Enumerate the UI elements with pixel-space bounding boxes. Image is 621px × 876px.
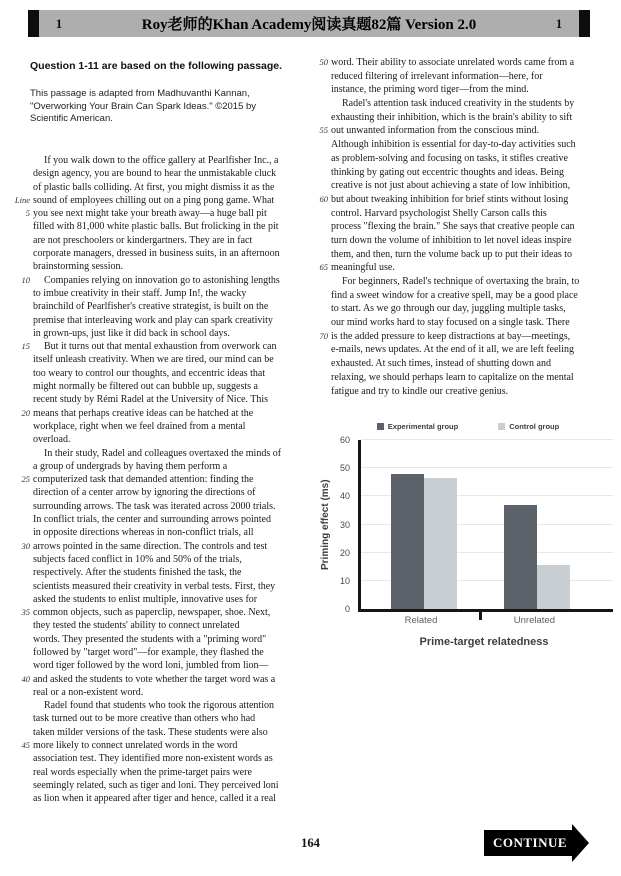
passage-line — [312, 302, 618, 316]
line-text: association test. They identified more non-existent words as — [33, 753, 273, 765]
passage-line — [312, 248, 618, 262]
line-text: are not preschoolers or kindergartners. They are in fact — [33, 234, 253, 246]
passage-line — [312, 289, 618, 303]
line-text: real words especially when the prime-target pairs were — [33, 766, 252, 778]
passage-line — [14, 154, 318, 167]
passage-line — [312, 97, 618, 111]
line-number — [14, 447, 30, 460]
line-text: a group of undergrads by having them perform a — [33, 460, 228, 472]
line-text: brainstorming session. — [33, 261, 123, 273]
y-tick-label: 30 — [339, 519, 350, 530]
line-text: corporate managers, dressed in business suits, in an afternoon — [33, 248, 280, 260]
line-text: too weary to control our thoughts, and eccentric ideas that — [33, 367, 266, 379]
line-text: process "flexing the brain." She says that creative people can — [331, 221, 575, 233]
passage-line — [14, 260, 318, 273]
passage-line — [312, 385, 618, 399]
line-number — [14, 486, 30, 499]
line-text: might normally be filtered out can bubble up, suggests a — [33, 381, 258, 393]
bar-control-unrelated — [537, 565, 570, 609]
line-number — [14, 353, 30, 366]
passage-line — [312, 220, 618, 234]
line-text: to start. As we go through our day, juggling multiple tasks, — [331, 303, 566, 315]
header-left-endcap — [28, 10, 39, 37]
passage-line — [14, 619, 318, 632]
line-number — [14, 646, 30, 659]
header-right-endcap — [579, 10, 590, 37]
y-tick-label: 60 — [339, 435, 350, 445]
passage-line — [14, 646, 318, 659]
x-tick-label: Related — [404, 615, 438, 626]
line-text: you see next might take your breath away—a huge ball pit — [33, 208, 267, 220]
line-number — [14, 380, 30, 393]
line-number — [14, 726, 30, 739]
line-number: 5 — [25, 208, 30, 219]
passage-line — [312, 152, 618, 166]
line-number — [14, 779, 30, 792]
passage-line — [14, 779, 318, 792]
passage-line — [14, 314, 318, 327]
passage-line — [14, 447, 318, 460]
passage-line — [312, 343, 618, 357]
chart-x-axis-title: Prime-target relatedness — [419, 636, 549, 648]
line-number — [312, 138, 328, 152]
passage-line — [312, 56, 618, 70]
line-text: fatigue and try to kindle our creative genius. — [331, 385, 509, 397]
passage-line — [312, 207, 618, 221]
line-text: In their study, Radel and colleagues overtaxed the minds of — [44, 447, 282, 459]
line-text: but about tweaking inhibition for brief stints without losing — [331, 193, 569, 205]
passage-line — [14, 420, 318, 433]
line-number — [312, 207, 328, 221]
passage-line — [14, 473, 318, 486]
passage-line — [312, 166, 618, 180]
footer-page-number: 164 — [301, 836, 320, 850]
line-number — [14, 287, 30, 300]
line-number — [14, 500, 30, 513]
passage-line — [312, 179, 618, 193]
line-text: followed by "target word"—for example, they flashed the — [33, 646, 264, 658]
passage-line — [14, 606, 318, 619]
line-text: in grown-ups, just like it did back in school days. — [33, 327, 230, 339]
y-tick-label: 10 — [339, 575, 350, 586]
chart-y-ticks — [326, 435, 354, 614]
line-text: words. They presented the students with a "priming word" — [33, 633, 267, 645]
line-text: recent study by Rémi Radel at the University of Nice. This — [33, 394, 269, 406]
line-number — [14, 260, 30, 273]
line-text: computerized task that demanded attention: finding the — [33, 474, 254, 486]
passage-line — [14, 500, 318, 513]
passage-line — [14, 340, 318, 353]
header-title: Roy老师的Khan Academy阅读真题82篇 Version 2.0 — [141, 17, 477, 33]
bar-experimental-related — [391, 474, 424, 609]
passage-line — [14, 513, 318, 526]
line-text: respectively. After the students finished the task, the — [33, 567, 242, 579]
line-number — [14, 659, 30, 672]
passage-line — [14, 752, 318, 765]
line-number — [312, 179, 328, 193]
line-number: 50 — [319, 57, 328, 67]
passage-line — [14, 766, 318, 779]
line-text: and asked the students to vote whether the target word was a — [33, 673, 276, 685]
passage-line — [14, 673, 318, 686]
passage-line — [312, 371, 618, 385]
line-text: Radel's attention task induced creativity in the students by — [342, 98, 575, 110]
line-number — [14, 553, 30, 566]
line-text: If you walk down to the office gallery at Pearlfisher Inc., a — [44, 155, 279, 166]
priming-effect-bar-chart — [320, 422, 616, 654]
line-text: instance, the priming word tiger—from the mind. — [331, 84, 529, 96]
line-text: itself unleash creativity. When we are tired, our mind can be — [33, 354, 274, 366]
passage-line — [312, 83, 618, 97]
line-text: turn down the volume of inhibition to let novel ideas inspire — [331, 234, 572, 246]
passage-attribution: This passage is adapted from Madhuvanthi Kannan, "Overworking Your Brain Can Spark Ideas." ©2015 by Scientific American. — [30, 88, 257, 124]
chart-y-axis-title: Priming effect (ms) — [320, 479, 331, 570]
bar-control-related — [424, 478, 457, 609]
line-number: 45 — [21, 740, 30, 751]
line-number — [14, 247, 30, 260]
y-tick-label: 20 — [339, 547, 350, 558]
passage-line — [14, 486, 318, 499]
passage-column-right — [312, 56, 618, 398]
line-text: find a sweet window for a creative spell, may be a good place — [331, 289, 578, 301]
line-number — [14, 792, 30, 805]
line-number — [14, 314, 30, 327]
passage-line — [14, 327, 318, 340]
line-number — [14, 181, 30, 194]
continue-arrow-icon — [572, 824, 589, 862]
passage-line — [312, 316, 618, 330]
line-text: taken milder versions of the task. These students were also — [33, 726, 268, 738]
header-left-page-number: 1 — [55, 15, 63, 31]
line-text: Companies relying on innovation go to astonishing lengths — [44, 274, 280, 286]
line-text: subjects faced conflict in 10% and 50% of the trials, — [33, 553, 242, 565]
passage-line — [312, 124, 618, 138]
line-number — [14, 300, 30, 313]
line-text: creative is not just about achieving a state of low inhibition, — [331, 180, 571, 192]
page-header — [28, 10, 590, 37]
passage-line — [312, 261, 618, 275]
line-number — [14, 686, 30, 699]
line-number — [14, 167, 30, 180]
line-text: brainchild of Pearlfisher's creative strategist, is built on the — [33, 301, 269, 313]
line-number — [312, 371, 328, 385]
line-text: means that perhaps creative ideas can be hatched at the — [33, 407, 254, 419]
line-text: But it turns out that mental exhaustion from overwork can — [44, 341, 277, 353]
line-text: arrows pointed in the same direction. The controls and test — [33, 540, 268, 552]
passage-line — [14, 433, 318, 446]
line-text: our mind works hard to stay focused on a single task. There — [331, 317, 570, 329]
line-text: as lion when it appeared after tiger and hence, called it a real — [33, 793, 276, 805]
passage-line — [14, 353, 318, 366]
x-tick-label: Unrelated — [513, 615, 555, 626]
line-text: seemingly related, such as tiger and loni. They perceived loni — [33, 779, 279, 791]
line-number — [312, 289, 328, 303]
line-text: task turned out to be more creative than others who had — [33, 713, 256, 725]
line-number — [312, 248, 328, 262]
line-number — [312, 220, 328, 234]
passage-line — [14, 220, 318, 233]
line-text: they tested the students' ability to connect unrelated — [33, 620, 240, 632]
passage-line — [14, 580, 318, 593]
line-number: 65 — [319, 262, 328, 273]
line-text: word. Their ability to associate unrelated words came from a — [331, 57, 575, 68]
line-text: reduced filtering of irrelevant information—here, for — [331, 70, 543, 82]
line-text: out unwanted information from the conscious mind. — [331, 125, 540, 137]
line-text: Although inhibition is essential for day-to-day activities such — [331, 139, 576, 151]
line-number: 15 — [21, 341, 30, 352]
line-text: In conflict trials, the center and surrounding arrows pointed — [33, 514, 271, 526]
passage-line — [14, 300, 318, 313]
line-number — [312, 357, 328, 371]
legend-label: Experimental group — [387, 422, 459, 431]
line-number — [312, 97, 328, 111]
passage-line — [14, 287, 318, 300]
passage-line — [14, 167, 318, 180]
line-number — [14, 619, 30, 632]
passage-line — [14, 739, 318, 752]
line-text: asked the students to enlist multiple, innovative uses for — [33, 593, 258, 605]
line-number — [14, 752, 30, 765]
line-text: exhausting their inhibition, which is the brain's ability to sift — [331, 111, 573, 123]
line-text: scientists measured their creativity in verbal tests. First, they — [33, 580, 276, 592]
line-number: 30 — [21, 540, 30, 551]
line-number — [312, 166, 328, 180]
passage-line — [312, 111, 618, 125]
passage-line — [312, 234, 618, 248]
passage-line — [14, 540, 318, 553]
line-number — [14, 393, 30, 406]
y-tick-label: 50 — [339, 463, 350, 474]
line-number — [312, 275, 328, 289]
passage-line — [14, 659, 318, 672]
passage-line — [14, 247, 318, 260]
line-number — [312, 70, 328, 84]
line-number — [14, 154, 30, 167]
y-tick-label: 0 — [344, 604, 350, 614]
passage-line — [312, 330, 618, 344]
continue-button-label: CONTINUE — [484, 830, 572, 856]
line-number — [14, 327, 30, 340]
line-number — [14, 699, 30, 712]
passage-line — [312, 138, 618, 152]
chart-plot-area — [358, 440, 613, 612]
line-text: meaningful use. — [331, 262, 395, 274]
bar-experimental-unrelated — [504, 505, 537, 609]
line-text: filled with 81,000 white plastic balls. But frolicking in the pit — [33, 221, 279, 233]
passage-line — [14, 393, 318, 406]
line-number — [14, 220, 30, 233]
line-text: design agency, you are bound to hear the unmistakable cluck — [33, 168, 277, 180]
question-range-heading: Question 1-11 are based on the following passage. — [30, 60, 283, 72]
line-number — [312, 385, 328, 399]
line-text: them, and then, turn the volume back up to put their ideas to — [331, 248, 573, 260]
passage-line — [312, 70, 618, 84]
line-number — [14, 513, 30, 526]
passage-line — [14, 593, 318, 606]
line-number — [14, 420, 30, 433]
legend-swatch-icon — [377, 423, 384, 430]
line-number: Line — [14, 194, 30, 205]
line-number: 10 — [21, 274, 30, 285]
line-text: exhausted. At such times, instead of shutting down and — [331, 358, 551, 370]
passage-line — [14, 792, 318, 805]
passage-line — [14, 274, 318, 287]
passage-line — [14, 726, 318, 739]
line-number — [14, 580, 30, 593]
passage-line — [14, 207, 318, 220]
line-text: sound of employees chilling out on a ping pong game. What — [33, 194, 275, 206]
line-number — [14, 766, 30, 779]
line-number — [312, 83, 328, 97]
passage-line — [14, 234, 318, 247]
chart-x-tick-labels — [358, 615, 610, 629]
line-number — [14, 526, 30, 539]
passage-line — [14, 699, 318, 712]
line-number — [14, 367, 30, 380]
header-right-page-number: 1 — [555, 15, 563, 31]
line-number: 70 — [319, 330, 328, 341]
line-number: 40 — [21, 673, 30, 684]
line-text: as problem-solving and focusing on tasks, it stifles creative — [331, 152, 568, 164]
passage-line — [14, 407, 318, 420]
line-number — [312, 343, 328, 357]
line-text: thinking by gating out eccentric thoughts and ideas. Being — [331, 166, 565, 178]
line-text: e-mails, news updates. At the end of it all, we are left feeling — [331, 344, 574, 356]
passage-line — [14, 633, 318, 646]
chart-legend — [320, 422, 616, 431]
legend-swatch-icon — [498, 423, 505, 430]
line-number: 60 — [319, 193, 328, 204]
line-number — [312, 152, 328, 166]
passage-line — [14, 566, 318, 579]
passage-line — [14, 460, 318, 473]
passage-line — [14, 194, 318, 207]
line-text: control. Harvard psychologist Shelly Carson calls this — [331, 207, 547, 219]
line-number — [14, 712, 30, 725]
passage-line — [14, 526, 318, 539]
line-text: Radel found that students who took the rigorous attention — [44, 700, 274, 712]
line-number — [312, 111, 328, 125]
line-text: is the added pressure to keep distractions at bay—meetings, — [331, 330, 571, 342]
line-text: direction of a center arrow by ignoring the directions of — [33, 487, 256, 499]
line-text: of plastic balls colliding. At first, you might dismiss it as the — [33, 181, 275, 193]
line-text: premise that interleaving work and play can spark creativity — [33, 314, 273, 326]
passage-line — [14, 181, 318, 194]
passage-line — [14, 712, 318, 725]
passage-line — [14, 686, 318, 699]
legend-item — [498, 422, 559, 431]
passage-line — [312, 193, 618, 207]
line-text: to imbue creativity in their staff. Jump In!, the wacky — [33, 287, 247, 299]
line-number: 25 — [21, 474, 30, 485]
line-text: surrounding arrows. The task was iterated across 2000 trials. — [33, 500, 276, 512]
passage-line — [14, 380, 318, 393]
passage-line — [14, 367, 318, 380]
legend-label: Control group — [509, 422, 560, 431]
line-number — [14, 433, 30, 446]
line-text: For beginners, Radel's technique of overtaxing the brain, to — [342, 276, 580, 287]
line-number — [14, 234, 30, 247]
line-text: workplace, right when we feel drained from a mental — [33, 420, 246, 432]
continue-button[interactable] — [484, 824, 589, 862]
line-number — [14, 593, 30, 606]
legend-item — [377, 422, 458, 431]
line-text: overload. — [33, 434, 71, 446]
passage-line — [312, 275, 618, 289]
line-number — [14, 566, 30, 579]
gridline — [361, 467, 613, 468]
passage-line — [14, 553, 318, 566]
line-number — [312, 302, 328, 316]
gridline — [361, 439, 613, 440]
line-number — [14, 633, 30, 646]
line-text: in opposite directions whereas in non-conflict trials, all — [33, 527, 254, 539]
passage-column-left — [14, 154, 318, 806]
line-number: 20 — [21, 407, 30, 418]
line-text: word tiger followed by the word loni, jumbled from lion— — [33, 660, 269, 672]
y-tick-label: 40 — [339, 491, 350, 502]
line-number: 35 — [21, 607, 30, 618]
line-text: common objects, such as paperclip, newspaper, shoe. Next, — [33, 607, 271, 619]
line-text: more likely to connect unrelated words in the word — [33, 740, 238, 752]
line-number — [14, 460, 30, 473]
line-text: relaxing, we should perhaps learn to capitalize on the mental — [331, 371, 574, 383]
line-number — [312, 316, 328, 330]
line-text: real or a non-existent word. — [33, 686, 144, 698]
passage-line — [312, 357, 618, 371]
line-number — [312, 234, 328, 248]
line-number: 55 — [319, 125, 328, 136]
